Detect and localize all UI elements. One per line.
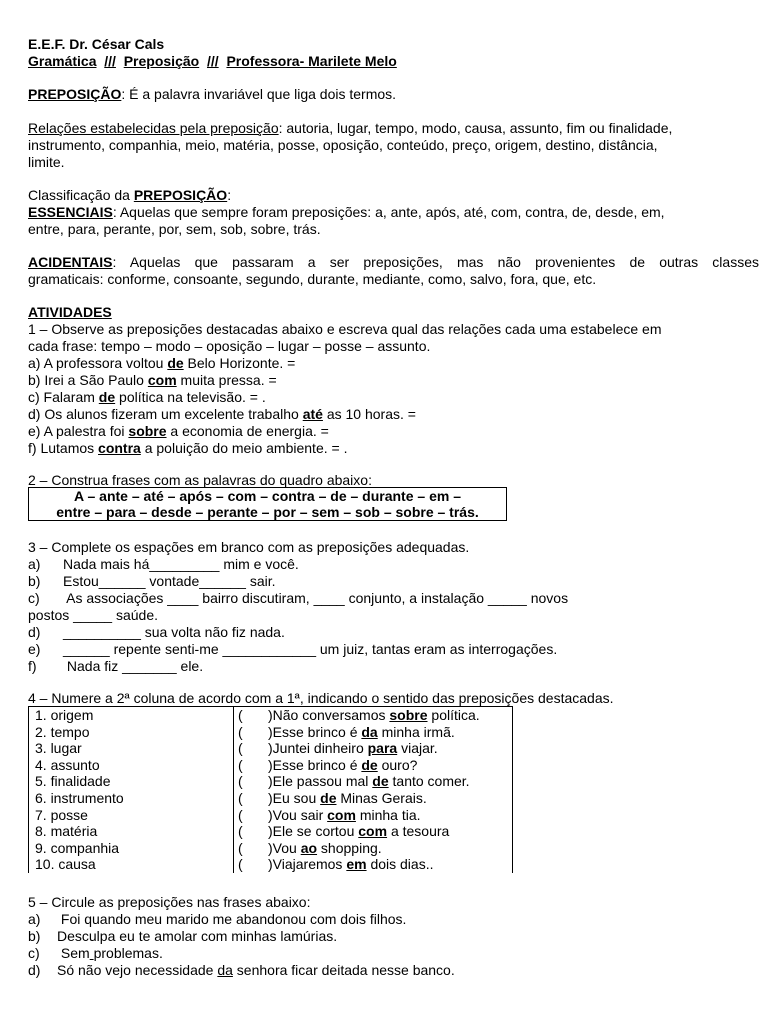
relations-line-2: instrumento, companhia, meio, matéria, posse, oposição, conteúdo, preço, origem, destino, distância, — [28, 137, 658, 153]
q4-right-cell: ( )Esse brinco é da minha irmã. — [234, 724, 513, 741]
q4-right-cell: ( )Ele se cortou com a tesoura — [234, 823, 513, 840]
q4-right-cell: ( )Esse brinco é de ouro? — [234, 757, 513, 774]
q3-line: 3 – Complete os espações em branco com as preposições adequadas. — [28, 539, 470, 555]
q3-item-f: f) Nada fiz _______ ele. — [28, 658, 204, 674]
q3-item-a: a) Nada mais há_________ mim e você. — [28, 556, 299, 572]
table-row — [29, 807, 513, 824]
q3-item-b: b) Estou______ vontade______ sair. — [28, 573, 276, 589]
q4-left-cell: 1. origem — [29, 707, 234, 724]
q1-line-2: cada frase: tempo – modo – oposição – lugar – posse – assunto. — [28, 338, 431, 354]
table-row — [29, 790, 513, 807]
q3-item-e: e) ______ repente senti-me ____________ um juiz, tantas eram as interrogações. — [28, 641, 558, 657]
q4-right-cell: ( )Eu sou de Minas Gerais. — [234, 790, 513, 807]
q4-right-cell: ( )Ele passou mal de tanto comer. — [234, 773, 513, 790]
table-row — [29, 823, 513, 840]
q1-item-b: b) Irei a São Paulo com muita pressa. = — [28, 372, 277, 388]
q4-matching-table — [28, 706, 513, 873]
q4-left-cell: 3. lugar — [29, 740, 234, 757]
q5-item-a: a) Foi quando meu marido me abandonou com dois filhos. — [28, 911, 407, 927]
relations-line-3: limite. — [28, 154, 65, 170]
table-row — [29, 707, 513, 724]
table-row — [29, 740, 513, 757]
q4-left-cell: 6. instrumento — [29, 790, 234, 807]
table-row — [29, 757, 513, 774]
q4-right-cell: ( )Viajaremos em dois dias.. — [234, 856, 513, 873]
q4-left-cell: 8. matéria — [29, 823, 234, 840]
essenciais-line-1: ESSENCIAIS: Aquelas que sempre foram preposições: a, ante, após, até, com, contra, de, desde, em, — [28, 204, 665, 220]
school-name: E.E.F. Dr. César Cals — [28, 36, 165, 52]
q4-left-cell: 2. tempo — [29, 724, 234, 741]
q1-item-d: d) Os alunos fizeram um excelente trabalho até as 10 horas. = — [28, 406, 416, 422]
q2-word-box — [28, 487, 507, 521]
q4-right-cell: ( )Não conversamos sobre política. — [234, 707, 513, 724]
definition: PREPOSIÇÃO: É a palavra invariável que liga dois termos. — [28, 86, 397, 102]
q5-item-c: c) Sem problemas. — [28, 945, 163, 961]
table-row — [29, 773, 513, 790]
q4-left-cell: 10. causa — [29, 856, 234, 873]
q1-item-c: c) Falaram de política na televisão. = . — [28, 389, 266, 405]
q4-left-cell: 9. companhia — [29, 840, 234, 857]
q3-item-c: c) As associações ____ bairro discutiram, ____ conjunto, a instalação _____ novos — [28, 590, 569, 606]
essenciais-line-2: entre, para, perante, por, sem, sob, sobre, trás. — [28, 221, 321, 237]
q5-item-d: d) Só não vejo necessidade da senhora ficar deitada nesse banco. — [28, 962, 455, 978]
q4-left-cell: 4. assunto — [29, 757, 234, 774]
q2-box-line-1: A – ante – até – após – com – contra – de – durante – em – — [74, 488, 461, 504]
q1-item-a: a) A professora voltou de Belo Horizonte. = — [28, 355, 296, 371]
q3-item-c-cont: postos _____ saúde. — [28, 607, 158, 623]
q4-line: 4 – Numere a 2ª coluna de acordo com a 1ª, indicando o sentido das preposições destacadas. — [28, 690, 614, 706]
q2-box-line-2: entre – para – desde – perante – por – sem – sob – sobre – trás. — [56, 504, 479, 520]
header-subtitle: Gramática /// Preposição /// Professora- Marilete Melo — [28, 53, 397, 69]
classification-intro: Classificação da PREPOSIÇÃO: — [28, 187, 232, 203]
q1-item-e: e) A palestra foi sobre a economia de energia. = — [28, 423, 329, 439]
table-row — [29, 840, 513, 857]
q4-right-cell: ( )Vou ao shopping. — [234, 840, 513, 857]
q5-line: 5 – Circule as preposições nas frases abaixo: — [28, 894, 311, 910]
q1-line-1: 1 – Observe as preposições destacadas abaixo e escreva qual das relações cada uma estabelece em — [28, 321, 662, 337]
q4-left-cell: 5. finalidade — [29, 773, 234, 790]
q2-line: 2 – Construa frases com as palavras do quadro abaixo: — [28, 472, 372, 488]
acidentais-line-1: ACIDENTAIS: Aquelas que passaram a ser preposições, mas não provenientes de outras classes — [28, 254, 759, 270]
q4-right-cell: ( )Vou sair com minha tia. — [234, 807, 513, 824]
q3-item-d: d) __________ sua volta não fiz nada. — [28, 624, 285, 640]
q5-item-b: b) Desculpa eu te amolar com minhas lamúrias. — [28, 928, 338, 944]
table-row — [29, 724, 513, 741]
q4-right-cell: ( )Juntei dinheiro para viajar. — [234, 740, 513, 757]
q4-left-cell: 7. posse — [29, 807, 234, 824]
relations-line-1: Relações estabelecidas pela preposição: autoria, lugar, tempo, modo, causa, assunto, fim ou finalidade, — [28, 120, 673, 136]
q1-item-f: f) Lutamos contra a poluição do meio ambiente. = . — [28, 440, 348, 456]
table-row — [29, 856, 513, 873]
acidentais-line-2: gramaticais: conforme, consoante, segundo, durante, mediante, como, salvo, fora, que, etc. — [28, 271, 597, 287]
activities-title: ATIVIDADES — [28, 304, 112, 320]
